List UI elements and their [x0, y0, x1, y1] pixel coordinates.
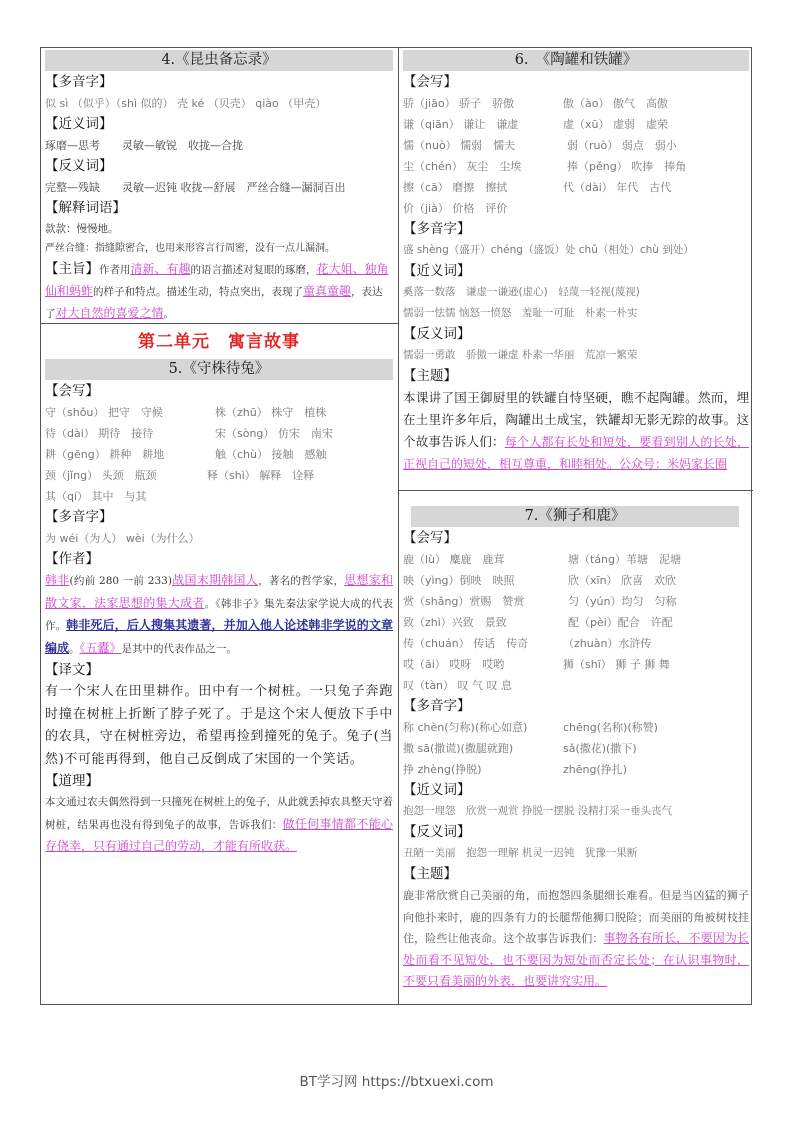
theme-text: 的语言描述对复眼的琢磨，	[190, 264, 317, 276]
author-text: ，著名的哲学家，	[258, 575, 345, 587]
section-header: 【作者】	[45, 551, 99, 567]
write-cell: 代（dài） 年代 古代	[563, 181, 672, 194]
polyphone-cell: zhēng(挣扎)	[563, 763, 628, 776]
author-text: 。《韩非子》集先秦法家学说大成的代表作。	[45, 597, 393, 632]
write-row	[403, 675, 749, 696]
lesson-title: 7.《狮子和鹿》	[411, 506, 739, 527]
moral-paragraph	[45, 792, 393, 859]
polyphone-cell: 挣 zhèng(挣脱)	[403, 763, 482, 776]
theme-text: 鹿非常欣赏自己美丽的角，而抱怨四条腿细长难看。但是当凶猛的狮子向他扑来时，鹿的四条有力的长腿帮他狮口脱险；而美丽的角被树枝挂住，险些让他丧命。这个故事告诉我们：	[403, 889, 749, 945]
write-cell: 傲（ào） 傲气 高傲	[563, 97, 668, 110]
write-row	[45, 423, 393, 444]
write-row	[403, 549, 749, 570]
write-row	[403, 633, 749, 654]
write-cell: 耕（gēng） 耕种 耕地	[45, 448, 165, 461]
polyphone-cell: 撒 sā(撒谎)(撒腿就跑)	[403, 742, 514, 755]
author-text: 是其中的代表作品之一。	[121, 642, 238, 655]
write-cell: 待（dài） 期待 接待	[45, 427, 154, 440]
explain-line: 款款：慢慢地。	[45, 223, 119, 235]
write-row	[403, 135, 749, 156]
write-cell: 狮（shī） 狮 子 狮 舞	[563, 658, 670, 671]
section-header: 【解释词语】	[45, 200, 126, 216]
highlight-text: 思想家和散文家，法家思想的集大成者	[45, 573, 393, 610]
write-cell: 骄（jiāo） 骄子 骄傲	[403, 97, 515, 110]
moral-text: 本文通过农夫偶然得到一只撞死在树桩上的兔子，从此就丢掉农具整天守着树桩，结果再也没有得到兔子的故事，告诉我们：	[45, 796, 393, 831]
highlight-text: 花大姐、独角仙和蚂蚱	[45, 262, 389, 298]
antonyms-line: 懦弱一勇敢 骄傲一谦虚 朴素一华丽 荒凉一繁荣	[403, 349, 638, 361]
column-divider	[398, 48, 399, 1004]
write-cell: 价（jià） 价格 评价	[403, 202, 508, 215]
section-header: 【会写】	[403, 530, 457, 546]
write-row	[403, 591, 749, 612]
write-row	[403, 93, 749, 114]
polyphone-line: 为 wéi（为人） wèi（为什么）	[45, 532, 200, 545]
theme-paragraph	[403, 387, 749, 475]
section-header: 【道理】	[45, 773, 99, 789]
write-cell: 配（pèi）配合 许配	[568, 616, 673, 629]
highlight-text: 韩非	[45, 573, 70, 587]
write-cell: 虚（xū） 虚弱 虚荣	[563, 118, 668, 131]
write-row	[403, 654, 749, 675]
author-paragraph	[45, 570, 393, 660]
section-header: 【多音字】	[45, 74, 113, 90]
synonyms-line: 抱怨一埋怨 欣赏一观赏 挣脱一摆脱 没精打采一垂头丧气	[403, 805, 673, 817]
write-cell: 哎（āi） 哎呀 哎哟	[403, 658, 505, 671]
lesson-title: 5.《守株待兔》	[45, 359, 393, 380]
polyphone-cell: chēng(名称)(称赞)	[563, 721, 658, 734]
theme-text: 本课讲了国王御厨里的铁罐自恃坚硬，瞧不起陶罐。然而，埋在土里许多年后，陶罐出土成宝，铁罐却无影无踪的故事。这个故事告诉人们：	[403, 390, 749, 449]
section-header: 【近义词】	[45, 116, 113, 132]
write-row	[45, 465, 393, 486]
write-cell: 匀（yún）均匀 匀称	[568, 595, 677, 608]
polyphone-cell: 称 chèn(匀称)(称心如意)	[403, 721, 528, 734]
translation-paragraph: 有一个宋人在田里耕作。田中有一个树桩。一只兔子奔跑时撞在树桩上折断了脖子死了。于是这个宋人便放下手中的农具，守在树桩旁边，希望再捡到撞死的兔子。兔子(当然)不可能再得到，他自己反倒成了宋国的一个笑话。	[45, 684, 393, 767]
unit-label: 第二单元	[138, 332, 210, 352]
synonyms-line: 奚落一数落 谦虚一谦逊(虚心) 轻蔑一轻视(蔑视)	[403, 286, 640, 298]
antonyms-line: 丑陋一美丽 抱怨一理解 机灵一迟钝 犹豫一果断	[403, 847, 638, 859]
highlight-text: 事物各有所长，不要因为长处而看不见短处，也不要因为短处而否定长处；在认识事物时，不要只看美丽的外表，也要讲究实用。	[403, 931, 749, 988]
section-header: 【主题】	[403, 368, 457, 384]
lesson-title: 6. 《陶罐和铁罐》	[403, 50, 749, 71]
write-cell: 擦（cā） 磨擦 擦拭	[403, 181, 508, 194]
write-row	[403, 570, 749, 591]
worksheet-frame	[40, 47, 752, 1005]
section-header: 【反义词】	[403, 326, 471, 342]
theme-text: 作者用	[99, 264, 131, 276]
right-row-divider	[398, 490, 753, 491]
write-cell: 弱（ruò） 弱点 弱小	[567, 139, 677, 152]
section-header: 【反义词】	[403, 824, 471, 840]
highlight-text: 做任何事情都不能心存侥幸，只有通过自己的劳动，才能有所收获。	[45, 816, 393, 853]
lesson-5-section	[45, 329, 393, 859]
highlight-text: 对大自然的喜爱之情	[55, 306, 164, 320]
write-cell: 株（zhū） 株守 植株	[215, 406, 327, 419]
write-cell: 致（zhì）兴致 景致	[403, 616, 507, 629]
write-cell: 谦（qiān） 谦让 谦虚	[403, 118, 519, 131]
highlight-text: 每个人都有长处和短处，要看到别人的长处，正视自己的短处，相互尊重，和睦相处。公众号：米妈家长圈	[403, 435, 749, 471]
write-row	[403, 177, 749, 198]
section-header: 【会写】	[45, 383, 99, 399]
write-row	[45, 402, 393, 423]
antonyms-line: 完整—残缺 灵敏—迟钝 收拢—舒展 严丝合缝—漏洞百出	[45, 181, 346, 194]
write-cell: 尘（chén） 灰尘 尘埃	[403, 160, 522, 173]
highlight-text: 《五蠹》	[79, 640, 122, 655]
write-cell: 懦（nuò） 懦弱 懦夫	[403, 139, 516, 152]
section-header: 【多音字】	[403, 698, 471, 714]
theme-text: ，表达了	[45, 286, 383, 320]
write-cell: 触（chù） 接触 感触	[215, 448, 327, 461]
section-header: 【会写】	[403, 74, 457, 90]
write-cell: （zhuàn）水浒传	[563, 637, 652, 650]
lesson-title: 4.《昆虫备忘录》	[45, 50, 393, 71]
synonyms-line: 懦弱一怯懦 恼怒一愤怒 羞耻一可耻 朴素一朴实	[403, 307, 638, 319]
section-header: 【主旨】	[45, 261, 99, 277]
explain-line: 严丝合缝：指缝隙密合，也用来形容言行周密，没有一点儿漏洞。	[45, 243, 335, 254]
write-row	[403, 198, 749, 219]
section-header: 【反义词】	[45, 158, 113, 174]
lesson-6-section	[403, 50, 749, 475]
theme-text: 。	[163, 308, 175, 320]
theme-text: 的样子和特点。描述生动，特点突出，表现了	[93, 286, 304, 298]
write-cell: 宋（sòng） 仿宋 南宋	[215, 427, 333, 440]
polyphone-cell: sǎ(撒花)(撒下)	[563, 742, 637, 755]
highlight-text: 童真童趣	[303, 284, 352, 298]
write-cell: 叹（tàn） 叹 气 叹 息	[403, 679, 513, 692]
section-header: 【多音字】	[45, 509, 113, 525]
section-header: 【译文】	[45, 662, 99, 678]
section-header: 【多音字】	[403, 221, 471, 237]
highlight-text: 清新、有趣	[130, 262, 191, 276]
lesson-7-section	[403, 506, 749, 993]
author-text: 。	[69, 642, 80, 655]
write-cell: 捧（pěng） 吹捧 捧角	[567, 160, 687, 173]
write-cell: 映（yìng）倒映 映照	[403, 574, 515, 587]
polyphone-line	[403, 759, 749, 780]
write-cell: 鹿（lù） 麋鹿 鹿茸	[403, 553, 505, 566]
emphasis-text: 韩非死后，后人搜集其遗著，并加入他人论述韩非学说的文章编成	[45, 618, 393, 655]
unit-title	[45, 329, 393, 355]
write-cell: 释（shì） 解释 诠释	[207, 469, 315, 482]
write-cell: 其（qí） 其中 与其	[45, 490, 147, 503]
theme-paragraph	[45, 259, 393, 325]
section-header: 【近义词】	[403, 263, 471, 279]
write-cell: 塘（táng）苇塘 泥塘	[568, 553, 682, 566]
theme-paragraph	[403, 885, 749, 993]
polyphone-line: 盛 shèng（盛开）chéng（盛饭）处 chǔ（相处）chù 到处）	[403, 244, 694, 256]
lesson-4-section	[45, 50, 393, 325]
unit-name: 寓言故事	[228, 332, 300, 352]
write-row	[403, 114, 749, 135]
write-row	[45, 444, 393, 465]
highlight-text: 战国末期韩国人	[171, 573, 259, 587]
write-cell: 欣（xīn） 欣喜 欢欣	[568, 574, 677, 587]
write-row	[45, 486, 393, 507]
polyphone-line: 似 sì （似乎）（shì 似的） 壳 ké （贝壳） qiào （甲壳）	[45, 97, 327, 110]
polyphone-line	[403, 738, 749, 759]
write-row	[403, 156, 749, 177]
polyphone-line	[403, 717, 749, 738]
section-header: 【近义词】	[403, 782, 471, 798]
synonyms-line: 琢磨—思考 灵敏—敏锐 收拢—合拢	[45, 139, 243, 152]
write-cell: 传（chuán） 传话 传奇	[403, 637, 529, 650]
author-text: (约前 280 一前 233)	[69, 575, 172, 587]
section-header: 【主题】	[403, 866, 457, 882]
footer-watermark: BT学习网 https://btxuexi.com	[299, 1074, 494, 1090]
write-cell: 守（shǒu） 把守 守候	[45, 406, 163, 419]
write-cell: 颈（jǐng） 头颈 瓶颈	[45, 469, 157, 482]
write-cell: 赏（shǎng）赏赐 赞赏	[403, 595, 525, 608]
write-row	[403, 612, 749, 633]
